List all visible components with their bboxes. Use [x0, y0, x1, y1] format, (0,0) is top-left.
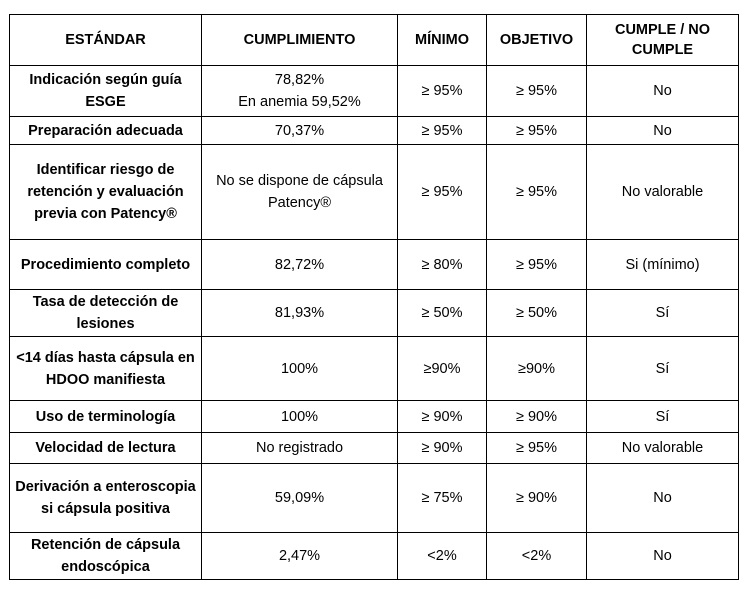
objective-cell: ≥ 95% [487, 240, 587, 290]
meets-cell: No [587, 533, 739, 580]
meets-cell: Sí [587, 401, 739, 433]
minimum-cell: ≥ 90% [398, 401, 487, 433]
meets-cell: No valorable [587, 145, 739, 240]
minimum-cell: ≥ 80% [398, 240, 487, 290]
meets-cell: No [587, 117, 739, 145]
table-row [10, 464, 739, 533]
objective-cell: ≥ 90% [487, 464, 587, 533]
header-compliance: CUMPLIMIENTO [202, 15, 398, 66]
standard-cell: Procedimiento completo [10, 240, 202, 290]
compliance-cell: 82,72% [202, 240, 398, 290]
compliance-cell: 100% [202, 401, 398, 433]
minimum-cell: ≥ 95% [398, 145, 487, 240]
standard-cell: Preparación adecuada [10, 117, 202, 145]
standard-cell: <14 días hasta cápsula en HDOO manifiesta [10, 337, 202, 401]
compliance-anemia-value: En anemia 59,52% [238, 94, 361, 110]
table-row [10, 337, 739, 401]
standard-cell: Derivación a enteroscopia si cápsula positiva [10, 464, 202, 533]
standard-cell: Velocidad de lectura [10, 433, 202, 464]
compliance-cell: 100% [202, 337, 398, 401]
header-row [10, 15, 739, 66]
minimum-cell: <2% [398, 533, 487, 580]
table-row [10, 533, 739, 580]
standard-cell: Indicación según guía ESGE [10, 66, 202, 117]
quality-standards-table [9, 14, 739, 580]
objective-cell: ≥ 95% [487, 433, 587, 464]
objective-cell: ≥ 95% [487, 117, 587, 145]
compliance-cell: 81,93% [202, 290, 398, 337]
table-row [10, 66, 739, 117]
meets-cell: No [587, 66, 739, 117]
standards-table-container [9, 14, 739, 580]
compliance-cell: 70,37% [202, 117, 398, 145]
header-minimum: MÍNIMO [398, 15, 487, 66]
table-row [10, 117, 739, 145]
compliance-cell [202, 66, 398, 117]
table-row [10, 145, 739, 240]
objective-cell: ≥ 95% [487, 145, 587, 240]
minimum-cell: ≥ 95% [398, 66, 487, 117]
minimum-cell: ≥ 90% [398, 433, 487, 464]
header-meets: CUMPLE / NO CUMPLE [587, 15, 739, 66]
minimum-cell: ≥ 95% [398, 117, 487, 145]
meets-cell: No valorable [587, 433, 739, 464]
table-row [10, 401, 739, 433]
objective-cell: ≥ 50% [487, 290, 587, 337]
compliance-cell: 59,09% [202, 464, 398, 533]
meets-cell: No [587, 464, 739, 533]
standard-cell: Tasa de detección de lesiones [10, 290, 202, 337]
standard-cell: Retención de cápsula endoscópica [10, 533, 202, 580]
table-row [10, 433, 739, 464]
objective-cell: ≥ 95% [487, 66, 587, 117]
objective-cell: ≥ 90% [487, 401, 587, 433]
compliance-value: 78,82% [274, 72, 325, 88]
objective-cell: ≥90% [487, 337, 587, 401]
compliance-cell: No se dispone de cápsula Patency® [202, 145, 398, 240]
header-objective: OBJETIVO [487, 15, 587, 66]
standard-cell: Uso de terminología [10, 401, 202, 433]
header-standard: ESTÁNDAR [10, 15, 202, 66]
table-row [10, 290, 739, 337]
standard-cell: Identificar riesgo de retención y evaluación previa con Patency® [10, 145, 202, 240]
table-row [10, 240, 739, 290]
meets-cell: Si (mínimo) [587, 240, 739, 290]
compliance-cell: 2,47% [202, 533, 398, 580]
meets-cell: Sí [587, 337, 739, 401]
minimum-cell: ≥ 50% [398, 290, 487, 337]
minimum-cell: ≥ 75% [398, 464, 487, 533]
objective-cell: <2% [487, 533, 587, 580]
meets-cell: Sí [587, 290, 739, 337]
minimum-cell: ≥90% [398, 337, 487, 401]
compliance-cell: No registrado [202, 433, 398, 464]
